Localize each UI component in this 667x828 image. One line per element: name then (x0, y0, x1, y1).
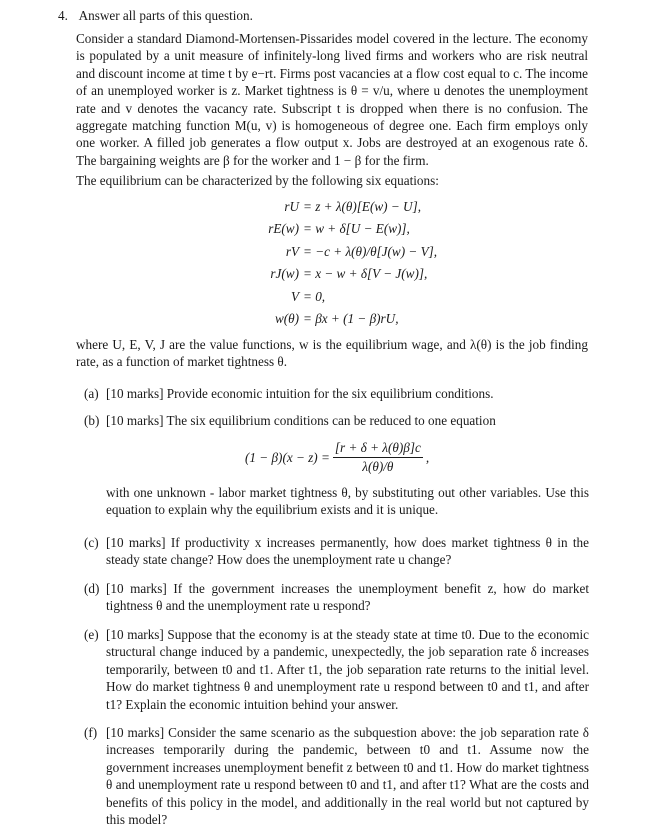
part-e (84, 626, 589, 713)
equation-rhs: = x − w + δ[V − J(w)], (303, 266, 428, 282)
question-instruction: Answer all parts of this question. (78, 8, 253, 23)
equation-row (220, 244, 480, 266)
part-text: [10 marks] The six equilibrium conditions can be reduced to one equation (106, 413, 496, 428)
part-b (84, 412, 589, 429)
equation-row (220, 221, 480, 243)
part-label: (a) (84, 386, 99, 401)
reduced-equation (245, 440, 429, 475)
part-label: (d) (84, 581, 100, 596)
reduced-equation-lhs: (1 − β)(x − z) = (245, 449, 330, 465)
part-label: (f) (84, 725, 98, 740)
part-text: [10 marks] Provide economic intuition for the six equilibrium conditions. (106, 386, 494, 401)
model-description: Consider a standard Diamond-Mortensen-Pissarides model covered in the lecture. The economy is populated by a unit measure of infinitely-long lived firms and workers who are risk neutral and discount income at time t by e−rt. Firms post vacancies at a flow cost equal to c. The income of an unemployed worker is z. Market tightness is θ = v/u, where u denotes the unemployment rate and v denotes the vacancy rate. Subscript t is dropped when there is no confusion. The aggregate matching function M(u, v) is homogeneous of degree one. Each firm employs only one worker. A filled job generates a flow output x. Jobs are destroyed at an exogenous rate δ. The bargaining weights are β for the worker and 1 − β for the firm. (76, 31, 588, 168)
part-d (84, 580, 589, 615)
value-functions-note: where U, E, V, J are the value functions, w is the equilibrium wage, and λ(θ) is the job finding rate, as a function of market tightness θ. (76, 337, 588, 370)
part-c (84, 534, 589, 569)
equation-lhs: V (290, 288, 299, 304)
part-text: [10 marks] Suppose that the economy is at the steady state at time t0. Due to the economic structural change induced by a pandemic, unexpectedly, the job separation rate δ increases temporarily, between t0 and t1. After t1, the job separation rate returns to the initial level. How do market tightness θ and unemployment rate u respond between t0 and t1, and after t1? Explain the economic intuition behind your answer. (106, 627, 589, 712)
equation-row (220, 266, 480, 288)
equation-lhs: rE(w) (268, 221, 299, 237)
equation-lhs: rJ(w) (270, 266, 299, 282)
part-text: [10 marks] If productivity x increases permanently, how does market tightness θ in the steady state change? How does the unemployment rate u change? (106, 535, 589, 568)
equation-rhs: = −c + λ(θ)/θ[J(w) − V], (303, 243, 438, 259)
equation-comma: , (425, 449, 430, 465)
equation-lhs: w(θ) (274, 310, 299, 326)
equation-rhs: = w + δ[U − E(w)], (303, 221, 410, 237)
part-f (84, 724, 589, 828)
equation-rhs: = 0, (303, 288, 326, 304)
part-b-followup: with one unknown - labor market tightness θ, by substituting out other variables. Use this equation to explain why the equilibrium exists and it is unique. (106, 485, 589, 518)
equation-row (220, 199, 480, 221)
fraction-denominator: λ(θ)/θ (362, 459, 394, 474)
part-a (84, 385, 589, 402)
equation-rhs: = βx + (1 − β)rU, (303, 310, 399, 326)
equation-row (220, 311, 480, 333)
equation-row (220, 289, 480, 311)
question-number: 4. (58, 8, 68, 23)
equilibrium-intro: The equilibrium can be characterized by the following six equations: (76, 173, 439, 188)
equation-system (220, 199, 480, 333)
equation-lhs: rU (284, 199, 299, 214)
part-text: [10 marks] If the government increases the unemployment benefit z, how do market tightness θ and the unemployment rate u respond? (106, 581, 589, 614)
equation-lhs: rV (285, 243, 299, 259)
part-label: (c) (84, 535, 99, 550)
part-label: (e) (84, 627, 99, 642)
question-heading (58, 8, 253, 24)
fraction (333, 440, 423, 475)
equation-rhs: = z + λ(θ)[E(w) − U], (303, 199, 422, 214)
part-text: [10 marks] Consider the same scenario as the subquestion above: the job separation rate δ increases temporarily during the pandemic, between t0 and t1. Assume now the government increases unemployment benefit z between t0 and t1. How do market tightness θ and unemployment rate u respond between t0 and t1, and after t1? What are the costs and benefits of this policy in the model, and additionally in the real world but not captured by this model? (106, 725, 589, 828)
part-label: (b) (84, 413, 100, 428)
fraction-numerator: [r + δ + λ(θ)β]c (333, 440, 423, 458)
